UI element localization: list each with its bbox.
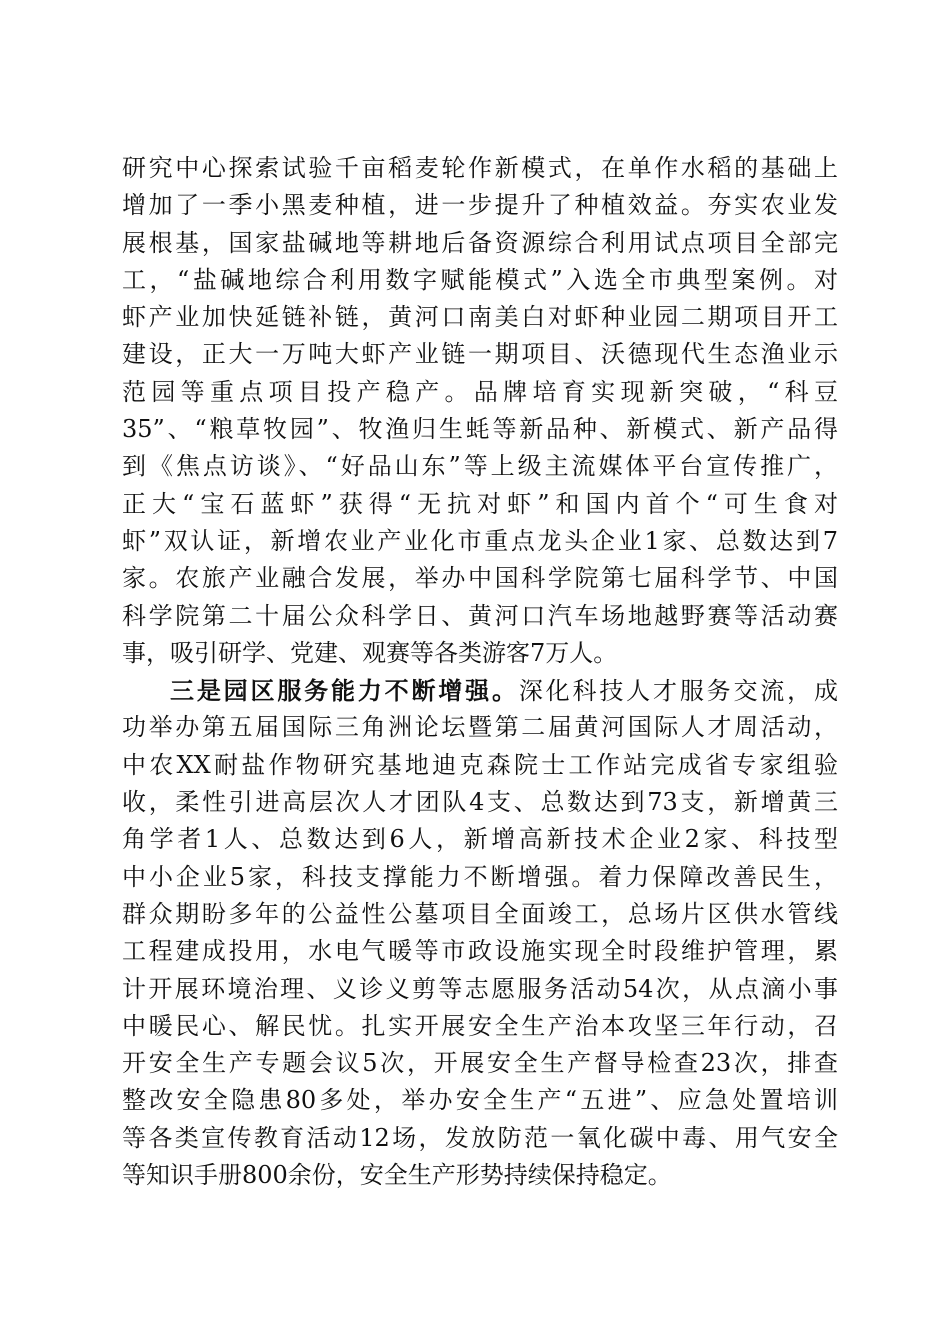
paragraph-line: 科学院第二十届公众科学日、黄河口汽车场地越野赛等活动赛 <box>122 601 838 630</box>
paragraph-line: 事，吸引研学、党建、观赛等各类游客7万人。 <box>122 638 618 667</box>
paragraph-line: 功举办第五届国际三角洲论坛暨第二届黄河国际人才周活动， <box>122 713 838 742</box>
paragraph-line: 整改安全隐患80多处，举办安全生产“五进”、应急处置培训 <box>122 1086 838 1115</box>
paragraph-line: 计开展环境治理、义诊义剪等志愿服务活动54次，从点滴小事 <box>122 974 838 1003</box>
paragraph-first-line <box>122 672 838 709</box>
paragraph-line: 范园等重点项目投产稳产。品牌培育实现新突破，“科豆 <box>122 377 838 406</box>
paragraph-line: 角学者1人、总数达到6人，新增高新技术企业2家、科技型 <box>122 825 838 854</box>
paragraph-line: 正大“宝石蓝虾”获得“无抗对虾”和国内首个“可生食对 <box>122 489 838 518</box>
paragraph-line: 中农XX耐盐作物研究基地迪克森院士工作站完成省专家组验 <box>122 750 838 779</box>
paragraph-line: 家。农旅产业融合发展，举办中国科学院第七届科学节、中国 <box>122 564 838 593</box>
paragraph-line: 收，柔性引进高层次人才团队4支、总数达到73支，新增黄三 <box>122 788 838 817</box>
paragraph-line: 中暖民心、解民忧。扎实开展安全生产治本攻坚三年行动，召 <box>122 1011 838 1040</box>
paragraph-line: 虾”双认证，新增农业产业化市重点龙头企业1家、总数达到7 <box>122 526 838 555</box>
paragraph-line: 开安全生产专题会议5次，开展安全生产督导检查23次，排查 <box>122 1049 838 1078</box>
paragraph-line: 等各类宣传教育活动12场，发放防范一氧化碳中毒、用气安全 <box>122 1123 838 1152</box>
paragraph-line-rest: 深化科技人才服务交流，成 <box>518 677 839 706</box>
paragraph-line: 虾产业加快延链补链，黄河口南美白对虾种业园二期项目开工 <box>122 303 838 332</box>
body-text <box>122 150 838 1194</box>
paragraph-line: 35”、“粮草牧园”、牧渔归生蚝等新品种、新模式、新产品得 <box>122 415 838 444</box>
paragraph-line: 研究中心探索试验千亩稻麦轮作新模式，在单作水稻的基础上 <box>122 154 838 182</box>
paragraph-line: 群众期盼多年的公益性公墓项目全面竣工，总场片区供水管线 <box>122 899 838 928</box>
paragraph-line: 展根基，国家盐碱地等耕地后备资源综合利用试点项目全部完 <box>122 228 838 257</box>
paragraph-line: 中小企业5家，科技支撑能力不断增强。着力保障改善民生， <box>122 862 838 891</box>
paragraph-line: 工，“盐碱地综合利用数字赋能模式”入选全市典型案例。对 <box>122 265 838 294</box>
paragraph-line: 工程建成投用，水电气暖等市政设施实现全时段维护管理，累 <box>122 937 838 966</box>
paragraph-line: 建设，正大一万吨大虾产业链一期项目、沃德现代生态渔业示 <box>122 340 838 369</box>
paragraph-line: 增加了一季小黑麦种植，进一步提升了种植效益。夯实农业发 <box>122 191 838 220</box>
paragraph-2 <box>122 672 838 1194</box>
section-heading: 三是园区服务能力不断增强。 <box>170 676 519 706</box>
paragraph-1 <box>122 150 838 672</box>
paragraph-line: 到《焦点访谈》、“好品山东”等上级主流媒体平台宣传推广， <box>122 452 838 481</box>
paragraph-line: 等知识手册800余份，安全生产形势持续保持稳定。 <box>122 1161 672 1190</box>
